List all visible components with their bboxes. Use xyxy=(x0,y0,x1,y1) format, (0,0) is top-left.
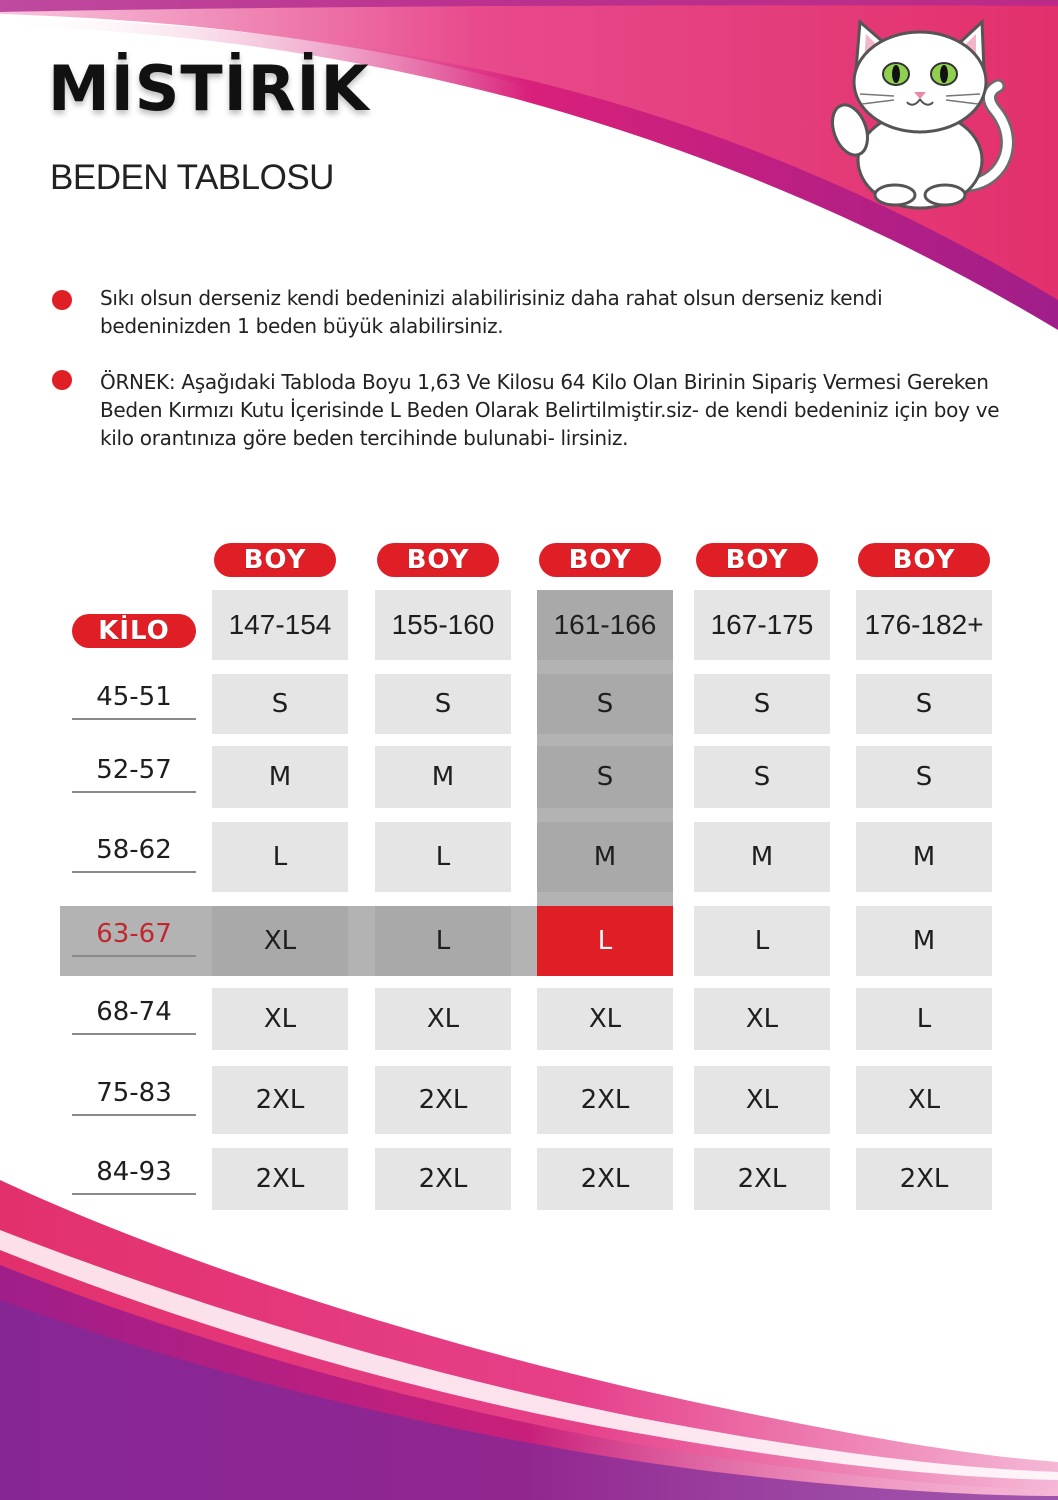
weight-underline xyxy=(72,718,196,720)
size-cell: M xyxy=(856,906,992,976)
weight-underline xyxy=(72,1193,196,1195)
size-cell: L xyxy=(856,988,992,1050)
height-header-cell: 176-182+ xyxy=(856,590,992,660)
size-cell: 2XL xyxy=(375,1148,511,1210)
size-cell: M xyxy=(375,746,511,808)
size-cell: M xyxy=(694,822,830,892)
size-cell: S xyxy=(212,674,348,734)
weight-label: 63-67 xyxy=(96,919,172,949)
boy-label-pill: BOY xyxy=(214,543,336,577)
size-cell: 2XL xyxy=(212,1148,348,1210)
boy-label-pill: BOY xyxy=(858,543,990,577)
size-cell: L xyxy=(375,822,511,892)
size-cell: XL xyxy=(212,988,348,1050)
size-cell: S xyxy=(537,746,673,808)
weight-underline xyxy=(72,1033,196,1035)
size-cell: L xyxy=(375,906,511,976)
page-title: BEDEN TABLOSU xyxy=(50,158,334,197)
weight-label: 52-57 xyxy=(96,755,172,785)
weight-label: 45-51 xyxy=(96,682,172,712)
size-cell: XL xyxy=(694,988,830,1050)
size-cell: S xyxy=(375,674,511,734)
weight-label: 68-74 xyxy=(96,997,172,1027)
size-cell: S xyxy=(537,674,673,734)
size-cell: L xyxy=(212,822,348,892)
size-cell: M xyxy=(537,822,673,892)
height-header-cell: 167-175 xyxy=(694,590,830,660)
weight-label: 58-62 xyxy=(96,835,172,865)
size-cell: XL xyxy=(694,1066,830,1134)
size-cell: M xyxy=(856,822,992,892)
size-cell: S xyxy=(856,674,992,734)
size-cell: XL xyxy=(375,988,511,1050)
weight-underline xyxy=(72,1114,196,1116)
size-cell: 2XL xyxy=(212,1066,348,1134)
boy-label-pill: BOY xyxy=(539,543,661,577)
size-cell: S xyxy=(694,746,830,808)
weight-underline xyxy=(72,955,196,957)
size-cell: L xyxy=(537,906,673,976)
size-cell: XL xyxy=(212,906,348,976)
size-cell: 2XL xyxy=(375,1066,511,1134)
note-fit-advice: Sıkı olsun derseniz kendi bedeninizi alabilirisiniz daha rahat olsun derseniz kendi bedeninizden 1 beden büyük alabilirsiniz. xyxy=(100,286,883,338)
kilo-label-pill: KİLO xyxy=(72,614,196,648)
size-cell: 2XL xyxy=(694,1148,830,1210)
size-cell: S xyxy=(856,746,992,808)
size-cell: 2XL xyxy=(856,1148,992,1210)
weight-label: 75-83 xyxy=(96,1078,172,1108)
weight-underline xyxy=(72,791,196,793)
height-header-cell: 155-160 xyxy=(375,590,511,660)
brand-logo: MİSTİRİK xyxy=(48,52,370,125)
size-cell: XL xyxy=(856,1066,992,1134)
weight-underline xyxy=(72,871,196,873)
size-cell: 2XL xyxy=(537,1066,673,1134)
height-header-cell: 161-166 xyxy=(537,590,673,660)
size-cell: M xyxy=(212,746,348,808)
note-example: ÖRNEK: Aşağıdaki Tabloda Boyu 1,63 Ve Kilosu 64 Kilo Olan Birinin Sipariş Vermesi Gereken Beden Kırmızı Kutu İçerisinde L Beden Olarak Belirtilmiştir.siz- de kendi bedeniniz için boy ve kilo orantınıza göre beden tercihinde bulunabi- lirsiniz. xyxy=(100,370,1000,450)
size-cell: S xyxy=(694,674,830,734)
size-cell: 2XL xyxy=(537,1148,673,1210)
size-cell: L xyxy=(694,906,830,976)
weight-label: 84-93 xyxy=(96,1157,172,1187)
size-cell: XL xyxy=(537,988,673,1050)
boy-label-pill: BOY xyxy=(696,543,818,577)
height-header-cell: 147-154 xyxy=(212,590,348,660)
boy-label-pill: BOY xyxy=(377,543,499,577)
